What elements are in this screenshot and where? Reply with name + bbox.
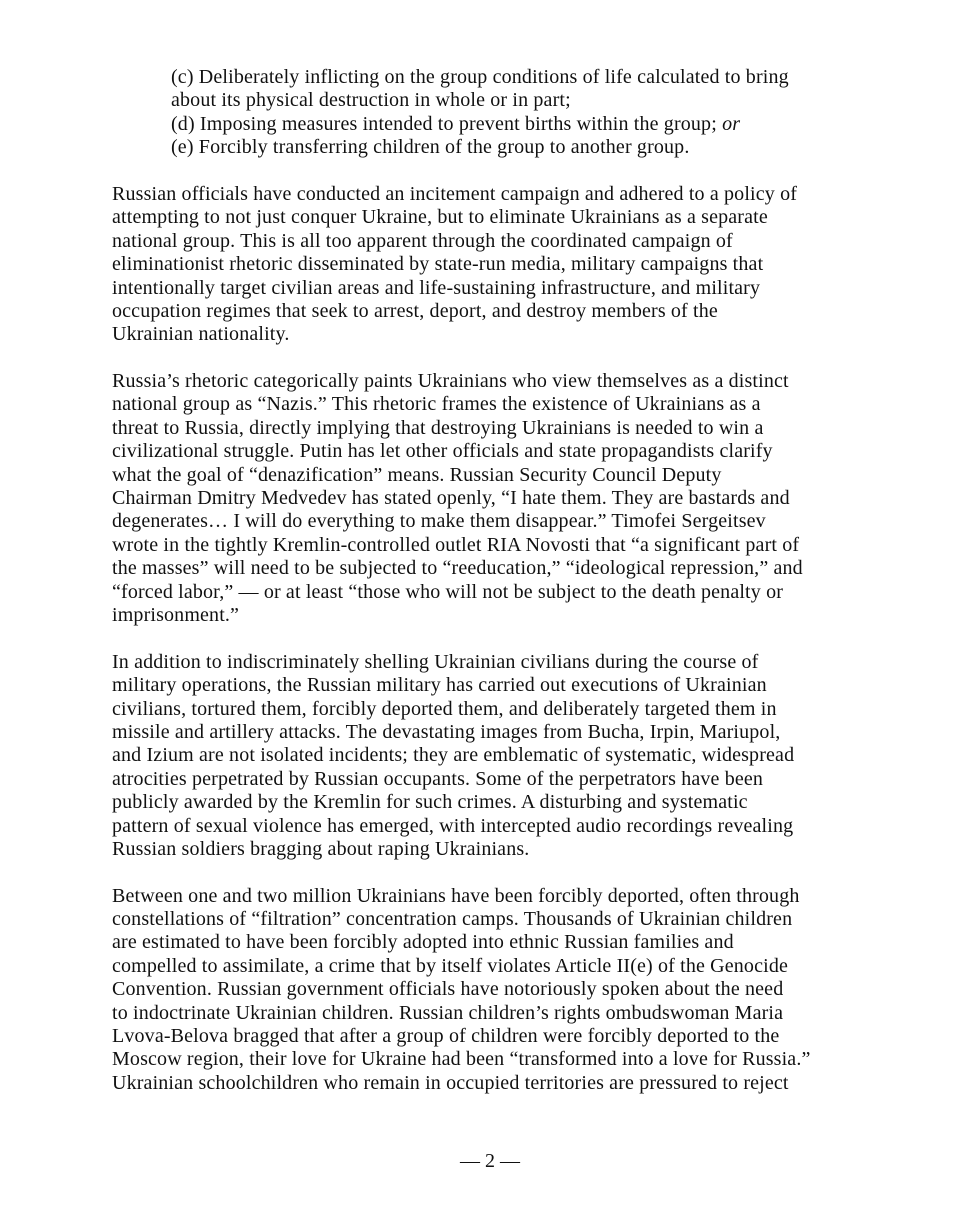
text-line: civilians, tortured them, forcibly deported them, and deliberately targeted them in bbox=[112, 697, 777, 720]
text-line: Ukrainian schoolchildren who remain in occupied territories are pressured to reject bbox=[112, 1071, 789, 1094]
text-line: are estimated to have been forcibly adopted into ethnic Russian families and bbox=[112, 931, 734, 954]
text-line: what the goal of “denazification” means. Russian Security Council Deputy bbox=[112, 463, 722, 486]
text-line: military operations, the Russian military has carried out executions of Ukrainian bbox=[112, 674, 767, 697]
list-item bbox=[171, 113, 882, 136]
paragraph-spacer bbox=[112, 347, 882, 370]
text-line: atrocities perpetrated by Russian occupants. Some of the perpetrators have been bbox=[112, 767, 764, 790]
paragraph bbox=[112, 183, 882, 347]
text-line: wrote in the tightly Kremlin-controlled outlet RIA Novosti that “a significant part of bbox=[112, 533, 800, 556]
text-line: Moscow region, their love for Ukraine had been “transformed into a love for Russia.” bbox=[112, 1048, 811, 1071]
paragraph bbox=[112, 370, 882, 627]
text-line bbox=[171, 136, 882, 159]
line-text: about its physical destruction in whole or in part; bbox=[171, 89, 571, 112]
line-text: (c) Deliberately inflicting on the group conditions of life calculated to bring bbox=[171, 66, 789, 88]
text-line: degenerates… I will do everything to make them disappear.” Timofei Sergeitsev bbox=[112, 510, 766, 533]
text-line: occupation regimes that seek to arrest, deport, and destroy members of the bbox=[112, 299, 718, 322]
genocide-acts-list bbox=[112, 66, 882, 160]
text-line bbox=[171, 66, 882, 89]
text-line: compelled to assimilate, a crime that by itself violates Article II(e) of the Genocide bbox=[112, 954, 788, 977]
list-item bbox=[171, 66, 882, 113]
text-line: intentionally target civilian areas and life-sustaining infrastructure, and military bbox=[112, 276, 761, 299]
line-text: (d) Imposing measures intended to prevent births within the group; bbox=[171, 112, 723, 135]
text-line: Lvova-Belova bragged that after a group of children were forcibly deported to the bbox=[112, 1025, 780, 1048]
text-line: national group as “Nazis.” This rhetoric frames the existence of Ukrainians as a bbox=[112, 393, 761, 416]
text-line: “forced labor,” — or at least “those who will not be subject to the death penalty or bbox=[112, 580, 784, 603]
text-line: imprisonment.” bbox=[112, 603, 240, 626]
text-line bbox=[171, 113, 882, 136]
text-line: publicly awarded by the Kremlin for such crimes. A disturbing and systematic bbox=[112, 791, 748, 814]
text-line: national group. This is all too apparent through the coordinated campaign of bbox=[112, 229, 733, 252]
line-text: (e) Forcibly transferring children of the group to another group. bbox=[171, 136, 690, 159]
text-line: to indoctrinate Ukrainian children. Russian children’s rights ombudswoman Maria bbox=[112, 1001, 784, 1024]
text-line: Ukrainian nationality. bbox=[112, 323, 290, 346]
paragraph bbox=[112, 885, 882, 1096]
paragraph bbox=[112, 651, 882, 862]
text-line: threat to Russia, directly implying that destroying Ukrainians is needed to win a bbox=[112, 416, 764, 439]
paragraph-spacer bbox=[112, 861, 882, 884]
text-line: and Izium are not isolated incidents; they are emblematic of systematic, widespread bbox=[112, 744, 795, 767]
text-line: pattern of sexual violence has emerged, with intercepted audio recordings revealing bbox=[112, 814, 794, 837]
text-line: the masses” will need to be subjected to “reeducation,” “ideological repression,” and bbox=[112, 557, 803, 580]
text-line: Between one and two million Ukrainians have been forcibly deported, often through bbox=[112, 884, 800, 907]
document-body bbox=[112, 66, 882, 1095]
text-line: In addition to indiscriminately shelling Ukrainian civilians during the course of bbox=[112, 650, 759, 673]
text-line: attempting to not just conquer Ukraine, but to eliminate Ukrainians as a separate bbox=[112, 206, 768, 229]
paragraph-spacer bbox=[112, 627, 882, 650]
paragraph-spacer bbox=[112, 160, 882, 183]
list-item bbox=[171, 136, 882, 159]
text-line: Russia’s rhetoric categorically paints Ukrainians who view themselves as a distinct bbox=[112, 370, 789, 393]
page-number: — 2 — bbox=[460, 1150, 520, 1172]
text-line: constellations of “filtration” concentration camps. Thousands of Ukrainian children bbox=[112, 908, 793, 931]
text-line: missile and artillery attacks. The devastating images from Bucha, Irpin, Mariupol, bbox=[112, 720, 781, 743]
text-line: Russian officials have conducted an incitement campaign and adhered to a policy of bbox=[112, 182, 798, 205]
text-line: Chairman Dmitry Medvedev has stated openly, “I hate them. They are bastards and bbox=[112, 487, 790, 510]
text-line: Convention. Russian government officials have notoriously spoken about the need bbox=[112, 978, 784, 1001]
italic-conjunction: or bbox=[722, 112, 741, 135]
text-line: Russian soldiers bragging about raping Ukrainians. bbox=[112, 837, 530, 860]
text-line: civilizational struggle. Putin has let other officials and state propagandists clarify bbox=[112, 440, 773, 463]
text-line bbox=[171, 89, 882, 112]
text-line: eliminationist rhetoric disseminated by state-run media, military campaigns that bbox=[112, 253, 764, 276]
